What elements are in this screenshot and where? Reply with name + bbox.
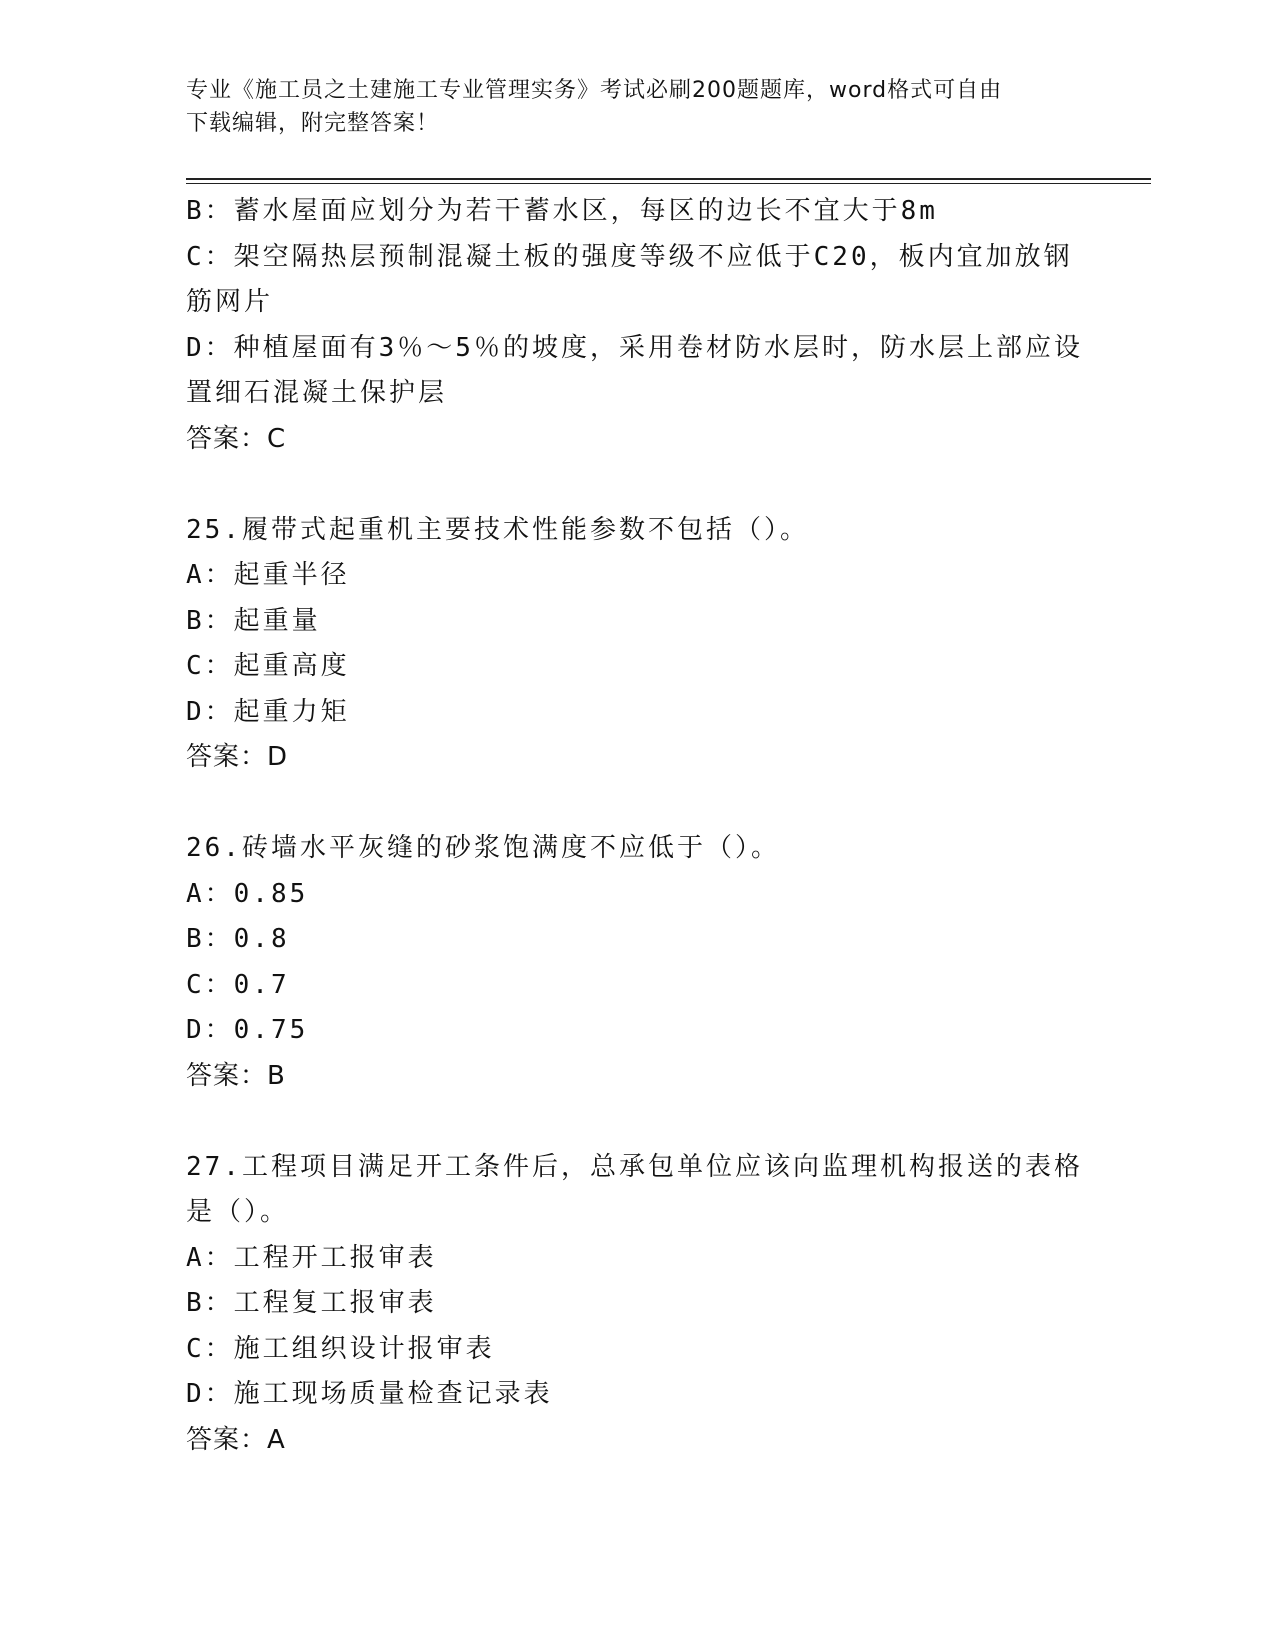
- q25-option-c: C：起重高度: [186, 651, 350, 681]
- header-divider-thin: [186, 183, 1151, 184]
- q24-option-d-line1: D：种植屋面有3％～5％的坡度，采用卷材防水层时，防水层上部应设: [186, 332, 1083, 363]
- q24-option-b: B：蓄水屋面应划分为若干蓄水区，每区的边长不宜大于8m: [186, 196, 938, 226]
- spacer: [186, 462, 1086, 508]
- spacer: [186, 781, 1086, 827]
- q25-answer: 答案：D: [186, 742, 289, 772]
- q24-option-c-line2: 筋网片: [186, 287, 274, 317]
- q24-answer: 答案：C: [186, 423, 287, 454]
- q27-answer: 答案：A: [186, 1424, 286, 1455]
- header-divider: [186, 178, 1151, 180]
- q27-option-c: C：施工组织设计报审表: [186, 1333, 495, 1364]
- q25-option-a: A：起重半径: [186, 560, 350, 590]
- q26-option-b: B：0.8: [186, 924, 290, 954]
- q25-stem: 25.履带式起重机主要技术性能参数不包括（）。: [186, 514, 809, 545]
- q26-option-c: C：0.7: [186, 969, 290, 1000]
- q24-option-c-line1: C：架空隔热层预制混凝土板的强度等级不应低于C20，板内宜加放钢: [186, 241, 1073, 272]
- q27-stem-line2: 是（）。: [186, 1197, 290, 1227]
- header-line-1: 专业《施工员之土建施工专业管理实务》考试必刷200题题库，word格式可自由: [186, 78, 1003, 103]
- q24-option-d-line2: 置细石混凝土保护层: [186, 378, 448, 408]
- q27-option-b: B：工程复工报审表: [186, 1288, 437, 1318]
- question-list: [186, 189, 1086, 1463]
- q26-answer: 答案：B: [186, 1060, 286, 1091]
- q27-option-a: A：工程开工报审表: [186, 1242, 437, 1273]
- q25-option-b: B：起重量: [186, 605, 321, 636]
- spacer: [186, 1099, 1086, 1145]
- q26-option-a: A：0.85: [186, 878, 309, 909]
- q26-stem: 26.砖墙水平灰缝的砂浆饱满度不应低于（）。: [186, 833, 780, 863]
- q26-option-d: D：0.75: [186, 1015, 309, 1045]
- document-header: [186, 74, 1086, 140]
- q27-stem-line1: 27.工程项目满足开工条件后，总承包单位应该向监理机构报送的表格: [186, 1151, 1083, 1182]
- q27-option-d: D：施工现场质量检查记录表: [186, 1379, 553, 1409]
- header-line-2: 下载编辑，附完整答案！: [186, 111, 440, 136]
- q25-option-d: D：起重力矩: [186, 696, 350, 727]
